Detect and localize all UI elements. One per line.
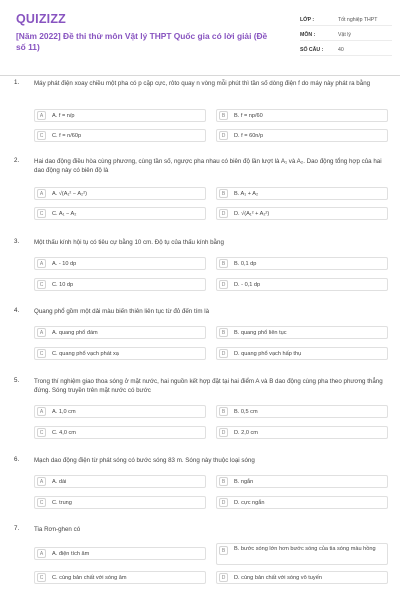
question-text: Hai dao động điều hòa cùng phương, cùng tần số, ngược pha nhau có biên độ lần lượt là A₁ và A₂. Dao động tổng hợp của hai dao động này có biên độ là: [34, 158, 382, 174]
option-letter: B: [219, 407, 228, 416]
option-letter: D: [219, 498, 228, 507]
option-letter: D: [219, 573, 228, 582]
option-text: B. f = np/60: [234, 112, 263, 119]
answer-option-d[interactable]: [216, 207, 388, 220]
option-text: C. quang phổ vạch phát xạ: [52, 350, 119, 357]
option-text: C. 10 dp: [52, 281, 74, 288]
answer-option-b[interactable]: [216, 405, 388, 418]
option-text: C. cùng bản chất với sóng âm: [52, 574, 127, 581]
answer-option-b[interactable]: [216, 543, 388, 565]
option-letter: D: [219, 280, 228, 289]
question-text: Mạch dao động điện từ phát sóng có bước sóng 83 m. Sóng này thuộc loại sóng: [34, 457, 255, 464]
option-text: A. điện tích âm: [52, 550, 90, 557]
option-text: B. bước sóng lớn hơn bước sóng của tia sóng màu hồng: [234, 546, 376, 552]
option-letter: A: [37, 407, 46, 416]
option-text: B. 0,1 dp: [234, 260, 257, 267]
option-text: D. 2,0 cm: [234, 429, 258, 436]
option-text: C. trung: [52, 499, 72, 506]
option-text: D. cực ngắn: [234, 499, 265, 506]
option-letter: D: [219, 131, 228, 140]
option-text: C. A₁ − A₂: [52, 210, 77, 217]
meta-value: 40: [338, 46, 344, 53]
meta-label: SỐ CÂU :: [300, 46, 324, 53]
answer-option-a[interactable]: [34, 257, 206, 270]
question-number: 2.: [14, 157, 20, 164]
option-letter: C: [37, 131, 46, 140]
meta-row-question-count: [300, 44, 392, 56]
option-text: D. - 0,1 dp: [234, 281, 261, 288]
question-number: 3.: [14, 238, 20, 245]
option-letter: C: [37, 498, 46, 507]
answer-option-d[interactable]: [216, 278, 388, 291]
option-letter: B: [219, 259, 228, 268]
answer-option-a[interactable]: [34, 405, 206, 418]
question-number: 7.: [14, 525, 20, 532]
quizizz-logo[interactable]: QUIZIZZ: [16, 12, 67, 26]
answer-option-c[interactable]: [34, 207, 206, 220]
answer-option-d[interactable]: [216, 571, 388, 584]
option-letter: C: [37, 428, 46, 437]
answer-option-b[interactable]: [216, 257, 388, 270]
option-text: D. f = 60n/p: [234, 132, 264, 139]
question-number: 4.: [14, 307, 20, 314]
answer-option-d[interactable]: [216, 496, 388, 509]
option-text: B. A₁ + A₂: [234, 190, 259, 197]
option-text: A. √(A₁² − A₂²): [52, 190, 87, 197]
option-text: D. √(A₁² + A₂²): [234, 210, 270, 217]
question-number: 6.: [14, 456, 20, 463]
option-letter: D: [219, 349, 228, 358]
question-text: Máy phát điện xoay chiều một pha có p cặp cực, rôto quay n vòng mỗi phút thì tần số dòng điện f do máy này phát ra bằng: [34, 80, 371, 87]
answer-option-b[interactable]: [216, 475, 388, 488]
option-letter: B: [219, 189, 228, 198]
meta-label: MÔN :: [300, 31, 316, 38]
option-text: C. f = n/60p: [52, 132, 82, 139]
answer-option-d[interactable]: [216, 426, 388, 439]
option-letter: B: [219, 546, 228, 555]
option-text: D. cùng bản chất với sóng vô tuyến: [234, 574, 322, 581]
option-letter: A: [37, 328, 46, 337]
question-number: 1.: [14, 79, 20, 86]
option-text: A. f = n/p: [52, 112, 75, 119]
option-text: D. quang phổ vạch hấp thụ: [234, 350, 302, 357]
option-letter: A: [37, 259, 46, 268]
answer-option-a[interactable]: [34, 547, 206, 560]
meta-label: LỚP :: [300, 16, 315, 23]
option-letter: A: [37, 189, 46, 198]
option-letter: D: [219, 428, 228, 437]
answer-option-a[interactable]: [34, 475, 206, 488]
answer-option-b[interactable]: [216, 109, 388, 122]
quiz-title: [Năm 2022] Đề thi thử môn Vật lý THPT Quốc gia có lời giải (Đề số 11): [16, 31, 268, 52]
answer-option-b[interactable]: [216, 187, 388, 200]
option-text: A. - 10 dp: [52, 260, 77, 267]
question-text: Một thấu kính hội tụ có tiêu cự bằng 10 cm. Độ tụ của thấu kính bằng: [34, 239, 224, 246]
answer-option-c[interactable]: [34, 426, 206, 439]
quiz-meta: [300, 14, 392, 59]
answer-option-c[interactable]: [34, 129, 206, 142]
meta-row-subject: [300, 29, 392, 41]
option-text: B. 0,5 cm: [234, 408, 258, 415]
option-letter: B: [219, 328, 228, 337]
answer-option-c[interactable]: [34, 278, 206, 291]
option-letter: C: [37, 280, 46, 289]
answer-option-a[interactable]: [34, 109, 206, 122]
option-letter: B: [219, 477, 228, 486]
option-text: A. quang phổ đám: [52, 329, 98, 336]
question-text: Quang phổ gồm một dải màu biến thiên liên tục từ đỏ đến tím là: [34, 308, 210, 315]
meta-value: Vật lý: [338, 31, 351, 38]
answer-option-c[interactable]: [34, 496, 206, 509]
option-letter: D: [219, 209, 228, 218]
option-letter: C: [37, 209, 46, 218]
option-letter: C: [37, 349, 46, 358]
option-text: A. dài: [52, 478, 67, 485]
answer-option-a[interactable]: [34, 187, 206, 200]
answer-option-b[interactable]: [216, 326, 388, 339]
option-text: B. quang phổ liên tục: [234, 329, 287, 336]
question-text: Trong thí nghiệm giao thoa sóng ở mặt nước, hai nguồn kết hợp đặt tại hai điểm A và B dao động cùng pha theo phương thẳng đứng. Sóng truyền trên mặt nước có bước: [34, 378, 383, 394]
quiz-header: [0, 0, 400, 76]
answer-option-d[interactable]: [216, 129, 388, 142]
answer-option-d[interactable]: [216, 347, 388, 360]
question-number: 5.: [14, 377, 20, 384]
answer-option-c[interactable]: [34, 347, 206, 360]
question-text: Tia Rơn-ghen có: [34, 526, 81, 533]
option-letter: C: [37, 573, 46, 582]
answer-option-c[interactable]: [34, 571, 206, 584]
meta-row-class: [300, 14, 392, 26]
option-letter: A: [37, 549, 46, 558]
option-letter: A: [37, 477, 46, 486]
option-letter: B: [219, 111, 228, 120]
option-text: A. 1,0 cm: [52, 408, 76, 415]
answer-option-a[interactable]: [34, 326, 206, 339]
option-text: B. ngắn: [234, 478, 254, 485]
option-text: C. 4,0 cm: [52, 429, 76, 436]
meta-value: Tốt nghiệp THPT: [338, 16, 378, 23]
option-letter: A: [37, 111, 46, 120]
